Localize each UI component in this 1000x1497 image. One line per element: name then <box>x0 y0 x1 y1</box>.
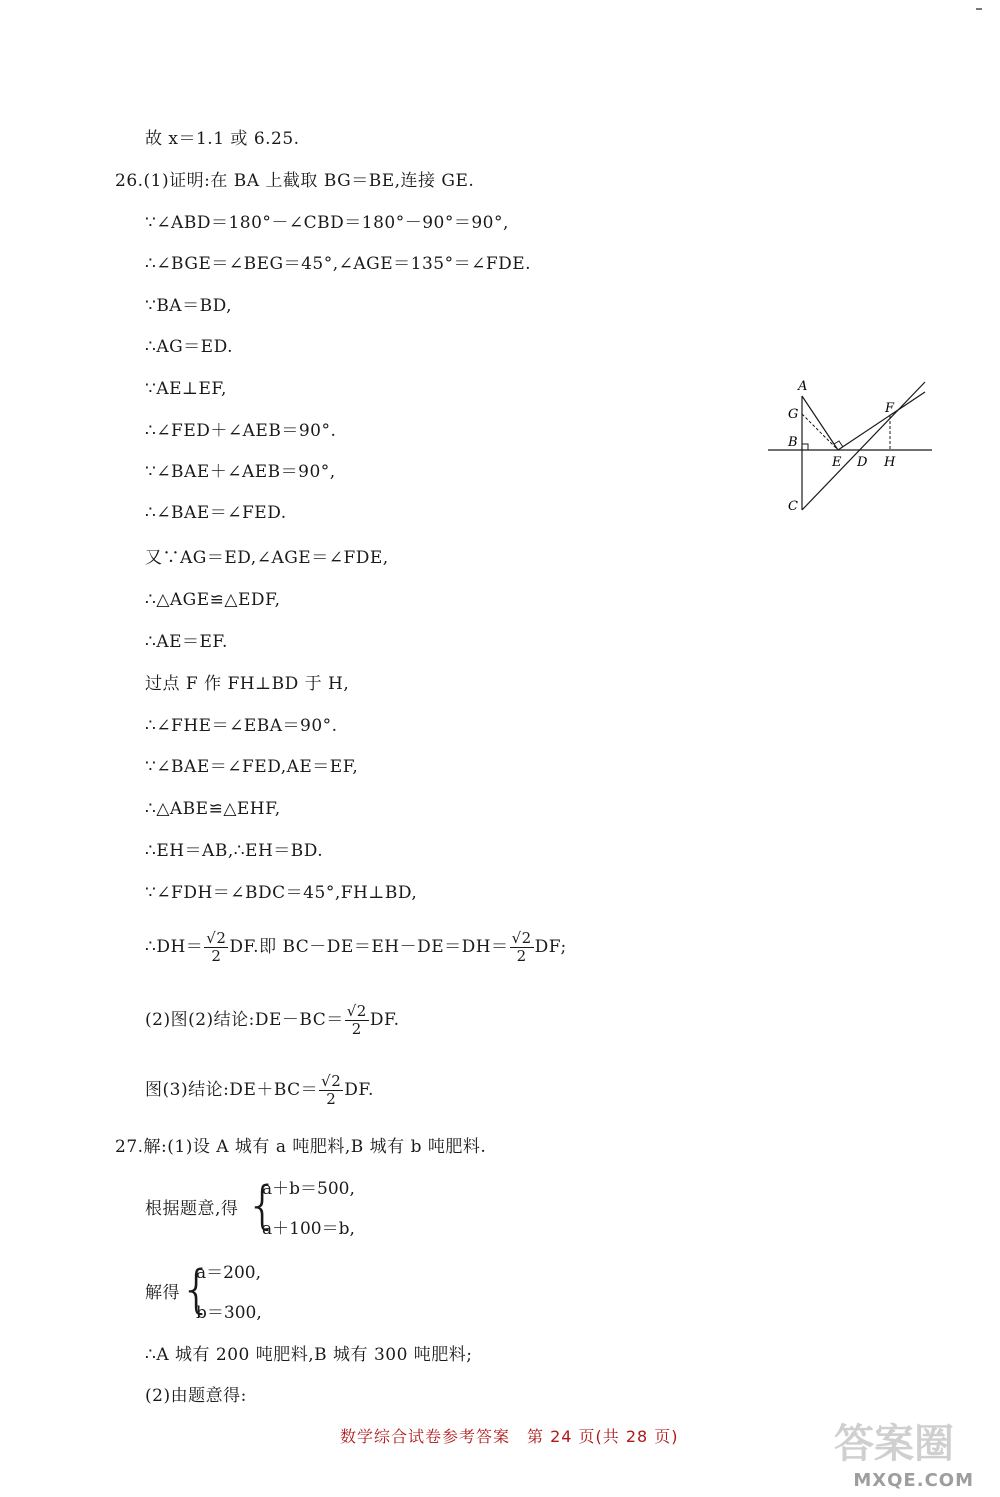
line-proof: ∴∠FHE＝∠EBA＝90°. <box>145 716 338 736</box>
line-ef <box>838 392 925 450</box>
brace-symbol: { <box>180 1260 214 1320</box>
line-q27-start: 27.解:(1)设 A 城有 a 吨肥料,B 城有 b 吨肥料. <box>115 1137 487 1157</box>
label-a: A <box>798 379 808 394</box>
line-proof: ∵∠BAE＋∠AEB＝90°, <box>145 462 336 482</box>
fraction: $\frac{√2}{2}$ <box>346 1002 367 1038</box>
label-d: D <box>857 455 868 470</box>
line-proof: 又∵AG＝ED,∠AGE＝∠FDE, <box>145 548 389 568</box>
fraction: $\frac{√2}{2}$ <box>206 929 227 965</box>
segment-ge <box>802 414 838 450</box>
page-footer: 数学综合试卷参考答案 第 24 页(共 28 页) <box>340 1427 679 1446</box>
line-proof: ∴△AGE≌△EDF, <box>145 590 281 610</box>
line-proof: ∴EH＝AB,∴EH＝BD. <box>145 841 324 861</box>
geometry-figure <box>760 372 940 522</box>
line-proof: ∵AE⊥EF, <box>145 379 227 399</box>
fraction: $\frac{√2}{2}$ <box>511 929 532 965</box>
corner-mark <box>976 8 982 10</box>
label-f: F <box>885 401 895 416</box>
label-b: B <box>788 435 798 450</box>
line-proof: ∵∠ABD＝180°－∠CBD＝180°－90°＝90°, <box>145 213 509 233</box>
watermark-text: MXQE.COM <box>853 1470 974 1491</box>
line-proof: ∴∠FED＋∠AEB＝90°. <box>145 421 337 441</box>
line-conclusion-x: 故 x＝1.1 或 6.25. <box>145 129 300 149</box>
label-g: G <box>788 407 799 422</box>
line-conclusion-fig2: (2)图(2)结论:DE－BC＝ $\frac{√2}{2}$ DF. <box>145 1002 400 1038</box>
line-equation-intro: 根据题意,得 <box>145 1199 239 1219</box>
watermark-glyphs: 答案圈 <box>834 1421 954 1467</box>
line-proof: ∵∠FDH＝∠BDC＝45°,FH⊥BD, <box>145 883 418 903</box>
equation: a＋b＝500, <box>262 1179 355 1199</box>
line-proof: ∵∠BAE＝∠FED,AE＝EF, <box>145 757 359 777</box>
line-proof-fraction: ∴DH＝ $\frac{√2}{2}$ DF.即 BC－DE＝EH－DE＝DH＝ $\frac{√2}{2}$ DF; <box>145 929 567 965</box>
line-part2: (2)由题意得: <box>145 1386 247 1406</box>
right-angle-mark <box>802 444 808 450</box>
line-conclusion-fig3: 图(3)结论:DE＋BC＝ $\frac{√2}{2}$ DF. <box>145 1072 374 1108</box>
line-cf <box>802 382 925 510</box>
label-c: C <box>788 499 798 514</box>
line-proof: ∴AE＝EF. <box>145 632 228 652</box>
label-e: E <box>832 455 842 470</box>
line-proof: ∴AG＝ED. <box>145 337 234 357</box>
brace-symbol: { <box>246 1176 280 1236</box>
line-proof: ∴△ABE≌△EHF, <box>145 799 281 819</box>
line-conclusion: ∴A 城有 200 吨肥料,B 城有 300 吨肥料; <box>145 1345 473 1365</box>
line-q26-start: 26.(1)证明:在 BA 上截取 BG＝BE,连接 GE. <box>115 171 475 191</box>
fraction: $\frac{√2}{2}$ <box>321 1072 342 1108</box>
segment-ae <box>802 396 838 450</box>
equation: a＝200, <box>196 1263 261 1283</box>
line-proof: ∴∠BAE＝∠FED. <box>145 503 287 523</box>
line-proof: ∴∠BGE＝∠BEG＝45°,∠AGE＝135°＝∠FDE. <box>145 254 532 274</box>
line-proof: 过点 F 作 FH⊥BD 于 H, <box>145 674 350 694</box>
equation: a＋100＝b, <box>262 1219 355 1239</box>
line-proof: ∵BA＝BD, <box>145 296 233 316</box>
equation: b＝300, <box>196 1303 262 1323</box>
line-solution-intro: 解得 <box>145 1283 180 1303</box>
label-h: H <box>884 455 896 470</box>
